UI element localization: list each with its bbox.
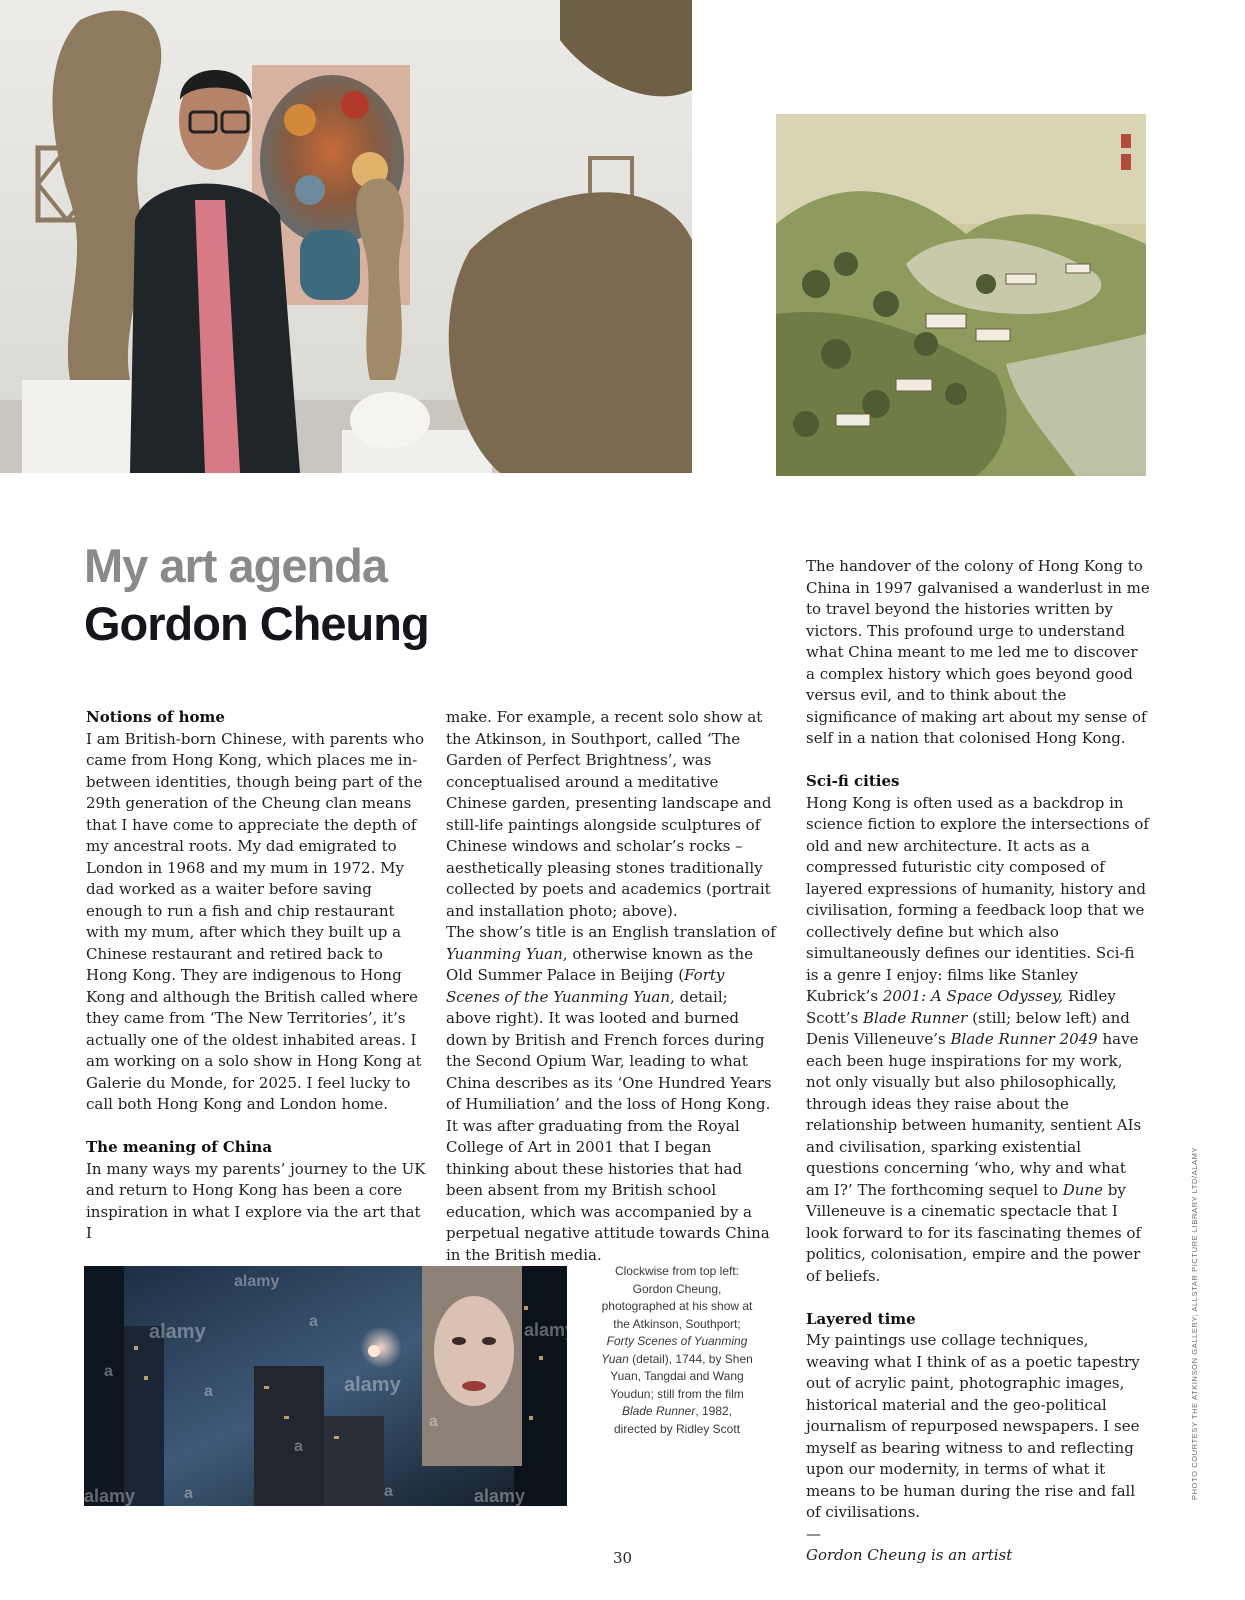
svg-text:alamy: alamy <box>524 1320 576 1340</box>
em-dash: — <box>806 1524 821 1543</box>
subhead-sci-fi-cities: Sci-fi cities <box>806 772 900 790</box>
subhead-meaning-of-china: The meaning of China <box>86 1138 273 1156</box>
svg-text:alamy: alamy <box>149 1321 206 1343</box>
paragraph: In many ways my parents’ journey to the UK and return to Hong Kong has been a core inspiration in what I explore via the art that I <box>86 1159 426 1242</box>
paragraph: make. For example, a recent solo show at the Atkinson, in Southport, called ‘The Garden of Perfect Brightness’, was conceptualised around a meditative Chinese garden, presenting landscape and still-life paintings alongside sculptures of Chinese windows and scholar’s rocks – aesthetically pleasing stones traditionally collected by poets and academics (portrait and installation photo; above). <box>446 708 772 920</box>
paragraph: The show’s title is an English translation of Yuanming Yuan, otherwise known as the Old Summer Palace in Beijing (Forty Scenes of the Yuanming Yuan, detail; above right). It was looted and burned down by British and French forces during the Second Opium War, leading to what China describes as its ‘One Hundred Years of Humiliation’ and the loss of Hong Kong. It was after graduating from the Royal College of Art in 2001 that I began thinking about these histories that had been absent from my British school education, which was accompanied by a perpetual negative attitude towards China in the British media. <box>446 923 776 1264</box>
page-number: 30 <box>612 1549 633 1567</box>
subhead-notions-of-home: Notions of home <box>86 708 225 726</box>
blade-runner-still <box>84 1266 576 1506</box>
paragraph: The handover of the colony of Hong Kong to China in 1997 galvanised a wanderlust in me to travel beyond the histories written by victors. This profound urge to understand what China meant to me led me to discover a complex history which goes beyond good versus evil, and to think about the significance of making art about my sense of self in a nation that colonised Hong Kong. <box>806 557 1150 747</box>
paragraph: My paintings use collage techniques, weaving what I think of as a poetic tapestry out of acrylic paint, photographic images, historical material and the geo-political journalism of repurposed newspapers. I see myself as bearing witness to and reflecting upon our modernity, in terms of what it means to be human during the rise and fall of civilisations. <box>806 1331 1140 1521</box>
svg-text:a: a <box>104 1363 113 1380</box>
svg-text:a: a <box>429 1413 438 1430</box>
artist-portrait-photo <box>0 0 692 473</box>
section-kicker: My art agenda <box>84 539 388 592</box>
svg-text:alamy: alamy <box>234 1273 280 1290</box>
artist-name-title: Gordon Cheung <box>84 597 429 650</box>
svg-text:a: a <box>184 1485 193 1502</box>
yuanming-yuan-painting <box>776 114 1146 476</box>
paragraph: Hong Kong is often used as a backdrop in science fiction to explore the intersections of old and new architecture. It acts as a compressed futuristic city composed of layered expressions of humanity, history and civilisation, forming a feedback loop that we collectively define but which also simultaneously defines our identities. Sci-fi is a genre I enjoy: films like Stanley Kubrick’s 2001: A Space Odyssey, Ridley Scott’s Blade Runner (still; below left) and Denis Villeneuve’s Blade Runner 2049 have each been huge inspirations for my work, not only visually but also philosophically, through ideas they raise about the relationship between humanity, sentient AIs and civilisation, sparking existential questions concerning ‘who, why and what am I?’ The forthcoming sequel to Dune by Villeneuve is a cinematic spectacle that I look forward to for its fascinating themes of politics, colonisation, empire and the power of beliefs. <box>806 793 1149 1285</box>
text-column-3 <box>806 556 1151 1567</box>
text-column-2 <box>446 707 776 1266</box>
svg-text:alamy: alamy <box>344 1374 401 1396</box>
photo-caption: Clockwise from top left: Gordon Cheung, photographed at his show at the Atkinson, Southport; Forty Scenes of Yuanming Yuan (detail), 1744, by Shen Yuan, Tangdai and Wang Youdun; still from the film Blade Runner, 1982, directed by Ridley Scott <box>601 1264 753 1436</box>
subhead-layered-time: Layered time <box>806 1309 916 1328</box>
paragraph: I am British-born Chinese, with parents who came from Hong Kong, which places me in-between identities, though being part of the 29th generation of the Cheung clan means that I have come to appreciate the depth of my ancestral roots. My dad emigrated to London in 1968 and my mum in 1972. My dad worked as a waiter before saving enough to run a fish and chip restaurant with my mum, after which they built up a Chinese restaurant and retired back to Hong Kong. They are indigenous to Hong Kong and although the British called where they came from ‘The New Territories’, it’s actually one of the oldest inhabited areas. I am working on a solo show in Hong Kong at Galerie du Monde, for 2025. I feel lucky to call both Hong Kong and London home. <box>86 729 425 1113</box>
svg-text:alamy: alamy <box>474 1486 526 1506</box>
svg-text:alamy: alamy <box>84 1486 136 1506</box>
photo-credit: PHOTO COURTESY THE ATKINSON GALLERY; ALLSTAR PICTURE LIBRARY LTD/ALAMY <box>1190 1146 1199 1500</box>
byline: Gordon Cheung is an artist <box>806 1546 1013 1564</box>
svg-text:a: a <box>294 1438 303 1455</box>
text-column-1 <box>86 707 426 1245</box>
svg-text:a: a <box>309 1313 318 1330</box>
svg-text:a: a <box>384 1483 393 1500</box>
svg-text:a: a <box>204 1383 213 1400</box>
